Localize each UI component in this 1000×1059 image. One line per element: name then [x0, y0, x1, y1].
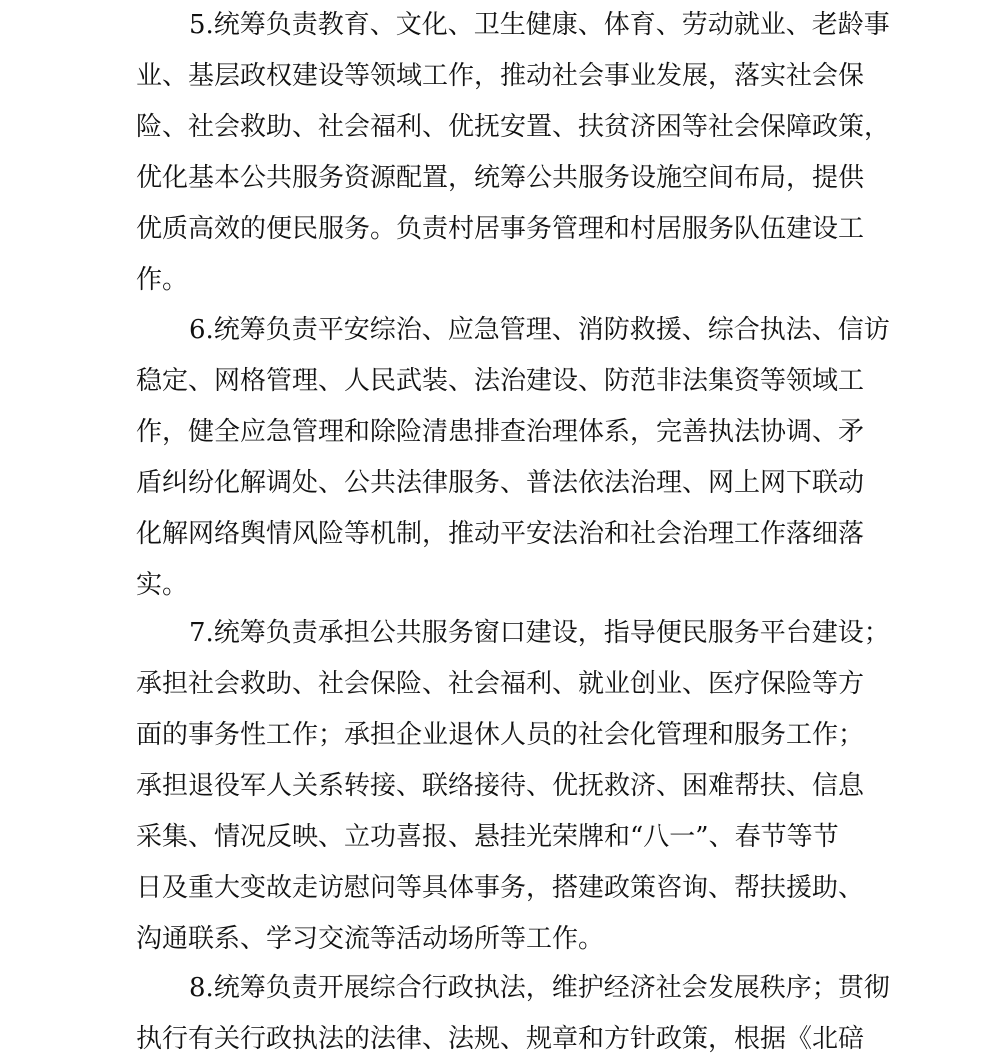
text-line: 承担社会救助、社会保险、社会福利、就业创业、医疗保险等方	[136, 669, 865, 699]
text-line: 5.统筹负责教育、文化、卫生健康、体育、劳动就业、老龄事	[189, 10, 890, 40]
text-line: 执行有关行政执法的法律、法规、规章和方针政策，根据《北碚	[136, 1024, 865, 1054]
text-line: 面的事务性工作；承担企业退休人员的社会化管理和服务工作；	[136, 720, 865, 750]
text-line: 化解网络舆情风险等机制，推动平安法治和社会治理工作落细落	[136, 519, 865, 549]
text-line: 日及重大变故走访慰问等具体事务，搭建政策咨询、帮扶援助、	[136, 873, 865, 903]
text-line: 稳定、网格管理、人民武装、法治建设、防范非法集资等领域工	[136, 366, 865, 396]
text-line: 盾纠纷化解调处、公共法律服务、普法依法治理、网上网下联动	[136, 468, 865, 498]
text-line: 险、社会救助、社会福利、优抚安置、扶贫济困等社会保障政策，	[136, 112, 891, 142]
text-line: 作。	[136, 265, 189, 295]
text-line: 承担退役军人关系转接、联络接待、优抚救济、困难帮扶、信息	[136, 771, 865, 801]
text-line: 7.统筹负责承担公共服务窗口建设，指导便民服务平台建设；	[189, 618, 890, 648]
text-line: 作，健全应急管理和除险清患排查治理体系，完善执法协调、矛	[136, 417, 865, 447]
text-line: 业、基层政权建设等领域工作，推动社会事业发展，落实社会保	[136, 61, 865, 91]
text-line: 优质高效的便民服务。负责村居事务管理和村居服务队伍建设工	[136, 214, 865, 244]
text-line: 实。	[136, 570, 189, 600]
text-line: 沟通联系、学习交流等活动场所等工作。	[136, 924, 605, 954]
text-line: 采集、情况反映、立功喜报、悬挂光荣牌和“八一”、春节等节	[136, 822, 839, 852]
text-line: 8.统筹负责开展综合行政执法，维护经济社会发展秩序；贯彻	[189, 973, 890, 1003]
text-line: 优化基本公共服务资源配置，统筹公共服务设施空间布局，提供	[136, 163, 865, 193]
text-line: 6.统筹负责平安综治、应急管理、消防救援、综合执法、信访	[189, 315, 890, 345]
